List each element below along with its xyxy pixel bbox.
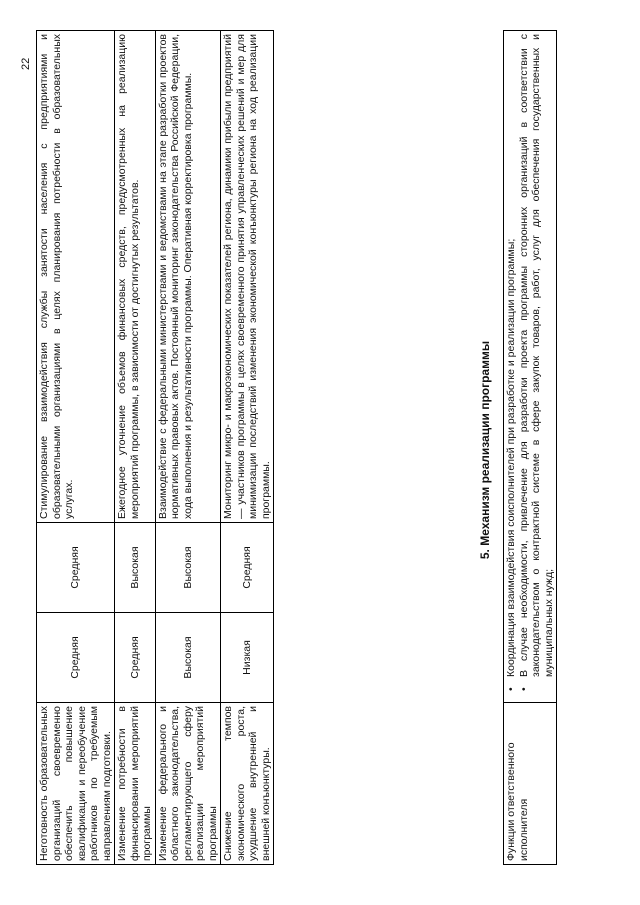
measures-cell: Стимулирование взаимодействия службы занятости населения с предприятиями и образовательными организациями в целях планирования потребности в образовательных услугах.: [37, 31, 115, 523]
functions-list: [505, 34, 555, 699]
probability-cell: Средняя: [115, 613, 156, 703]
table-row: [504, 31, 557, 865]
probability-cell: Низкая: [221, 613, 274, 703]
table-row: [115, 31, 156, 865]
functions-label-cell: Функции ответственного исполнителя: [504, 703, 557, 865]
impact-cell: Высокая: [115, 523, 156, 613]
functions-table: [503, 30, 557, 865]
impact-cell: Средняя: [37, 523, 115, 613]
functions-content-cell: [504, 31, 557, 703]
risk-cell: Изменение потребности в финансировании мероприятий программы: [115, 703, 156, 865]
table-row: [155, 31, 221, 865]
measures-cell: Взаимодействие с федеральными министерствами и ведомствами на этапе разработки проектов нормативных правовых актов. Постоянный мониторинг законодательства Российской Федерации, хода выполнения и результативности программы. Оперативная корректировка программы.: [155, 31, 221, 523]
risk-cell: Неготовность образовательных организаций своевременно обеспечить повышение квалификации и переобучение работников по требуемым направлениям подготовки.: [37, 703, 115, 865]
probability-cell: Средняя: [37, 613, 115, 703]
risk-cell: Изменение федерального и областного законодательства, регламентирующего сферу реализации мероприятий программы: [155, 703, 221, 865]
table-row: [221, 31, 274, 865]
page-number: 22: [20, 57, 32, 70]
table-row: [37, 31, 115, 865]
risk-table: [36, 30, 274, 865]
measures-cell: Мониторинг микро- и макроэкономических показателей региона, динамики прибыли предприятий — участников программы в целях своевременного принятия управленческих решений и мер для минимизации последствий изменения экономической конъюнктуры региона на ход реализации программы.: [221, 31, 274, 523]
list-item: • В случае необходимости, привлечение для разработки проекта программы сторонних организаций в соответствии с законодательством о контрактной системе в сфере закупок товаров, работ, услуг для обеспечения государственных и муниципальных нужд;: [518, 34, 556, 677]
measures-cell: Ежегодное уточнение объемов финансовых средств, предусмотренных на реализацию мероприятий программы, в зависимости от достигнутых результатов.: [115, 31, 156, 523]
risk-cell: Снижение темпов экономического роста, ухудшение внутренней и внешней конъюнктуры.: [221, 703, 274, 865]
impact-cell: Средняя: [221, 523, 274, 613]
section-heading: 5. Механизм реализации программы: [478, 340, 492, 560]
list-item: • Координация взаимодействия соисполнителей при разработке и реализации программы;: [505, 34, 518, 677]
probability-cell: Высокая: [155, 613, 221, 703]
impact-cell: Высокая: [155, 523, 221, 613]
